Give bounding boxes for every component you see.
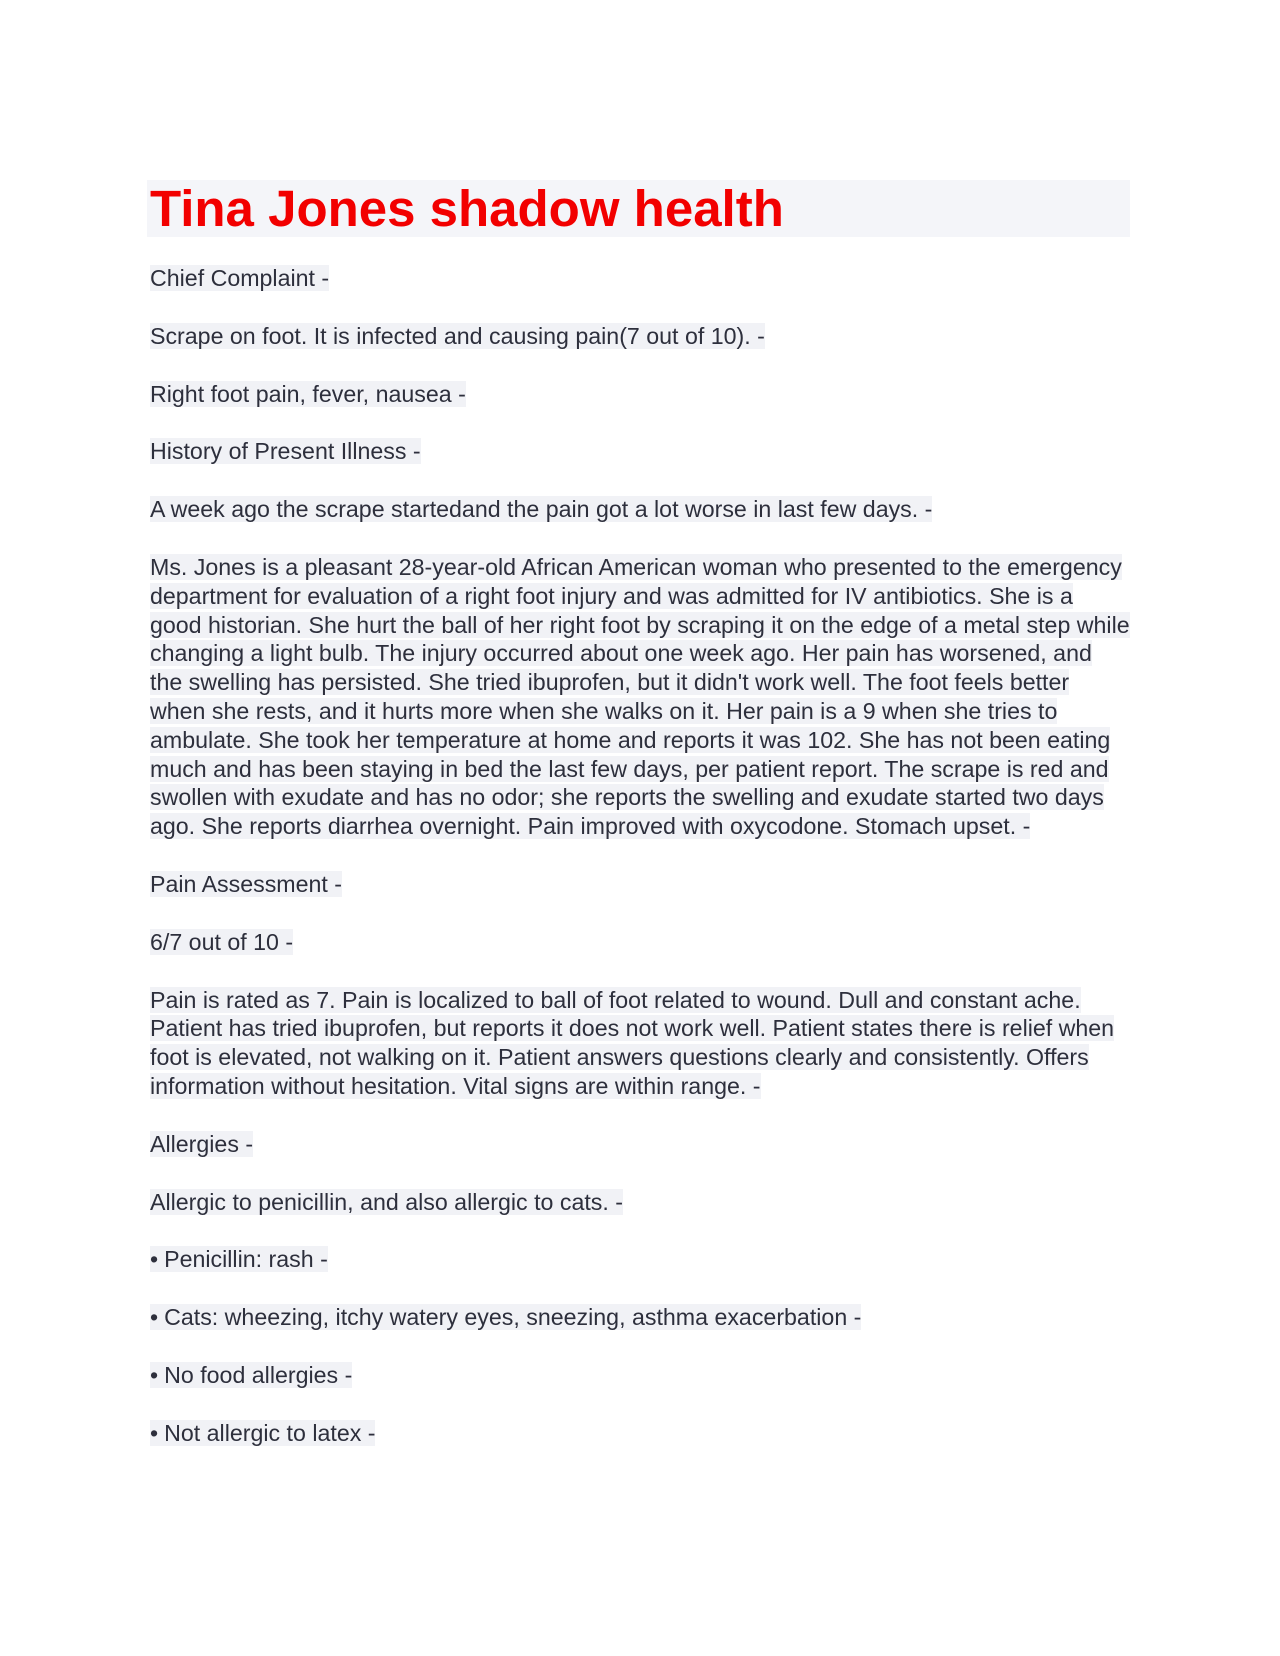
chief-complaint-heading: Chief Complaint -	[150, 265, 330, 291]
list-item: • Not allergic to latex -	[150, 1419, 1130, 1448]
title-band	[147, 180, 1130, 237]
pain-score: 6/7 out of 10 -	[150, 928, 294, 955]
hpi-heading: History of Present Illness -	[150, 438, 421, 465]
list-item: • Penicillin: rash -	[150, 1245, 1130, 1274]
hpi-narrative: Ms. Jones is a pleasant 28-year-old African American woman who presented to the emergency department for evaluation of a right foot injury and was admitted for IV antibiotics. She is a good historian. She hurt the ball of her right foot by scraping it on the edge of a metal step while changing a light bulb. The injury occurred about one week ago. Her pain has worsened, and the swelling has persisted. She tried ibuprofen, but it didn't work well. The foot feels better when she rests, and it hurts more when she walks on it. Her pain is a 9 when she tries to ambulate. She took her temperature at home and reports it was 102. She has not been eating much and has been staying in bed the last few days, per patient report. The scrape is red and swollen with exudate and has no odor; she reports the swelling and exudate started two days ago. She reports diarrhea overnight. Pain improved with oxycodone. Stomach upset. -	[150, 553, 1130, 840]
list-item: • Cats: wheezing, itchy watery eyes, sneezing, asthma exacerbation -	[150, 1303, 1130, 1332]
pain-assessment-heading: Pain Assessment -	[150, 870, 343, 897]
document-page	[150, 180, 1130, 1448]
hpi-summary: A week ago the scrape startedand the pain got a lot worse in last few days. -	[150, 496, 933, 523]
chief-complaint-text: Scrape on foot. It is infected and causing pain(7 out of 10). -	[150, 322, 765, 349]
list-item: • No food allergies -	[150, 1361, 1130, 1390]
allergies-heading: Allergies -	[150, 1130, 254, 1157]
pain-description: Pain is rated as 7. Pain is localized to ball of foot related to wound. Dull and constant ache. Patient has tried ibuprofen, but reports it does not work well. Patient states there is relief when foot is elevated, not walking on it. Patient answers questions clearly and consistently. Offers information without hesitation. Vital signs are within range. -	[150, 986, 1115, 1099]
document-title: Tina Jones shadow health	[150, 180, 784, 237]
chief-complaint-symptoms: Right foot pain, fever, nausea -	[150, 380, 466, 407]
allergies-summary: Allergic to penicillin, and also allergic to cats. -	[150, 1188, 623, 1215]
